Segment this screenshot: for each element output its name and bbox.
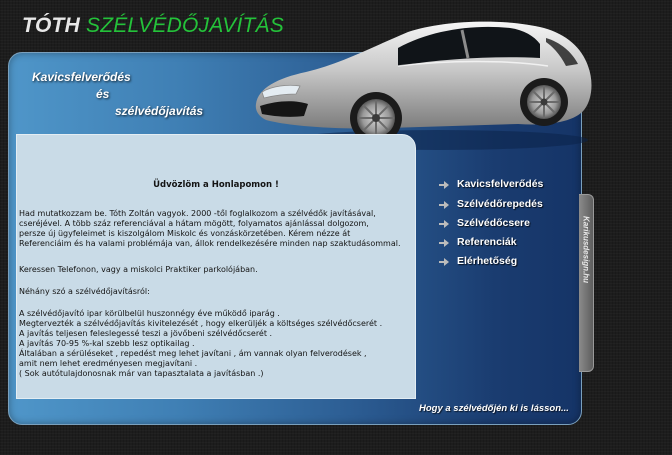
benefit-line: Általában a sérüléseket , repedést meg lehet javítani , ám vannak olyan felverodések , (19, 349, 367, 358)
designer-credit-label: Karikusdesign.hu (581, 215, 591, 284)
site-title (22, 14, 284, 38)
benefit-line: Megtervezték a szélvédőjavítás kivitelezését , hogy elkerüljék a költséges szélvédőcserét . (19, 319, 383, 328)
intro-line: cseréjével. A több száz referenciával a hátam mögött, folyamatos ajánlással dolgozom, (19, 219, 369, 228)
nav-item-label: Szélvédőcsere (457, 217, 530, 229)
arrow-right-icon (439, 220, 449, 228)
intro-line: persze új ügyfeleimet is kiszolgálom Miskolc és vonzáskörzetében. Kérem nézze át (19, 229, 351, 238)
nav-item-label: Referenciák (457, 236, 517, 248)
few-words-heading (19, 287, 409, 297)
greeting-heading: Üdvözlöm a Honlapomon ! (153, 180, 279, 190)
tagline (16, 66, 246, 126)
phone-paragraph (19, 265, 409, 275)
designer-side-tab[interactable] (579, 194, 594, 372)
arrow-right-icon (439, 181, 449, 189)
nav-item-label: Elérhetőség (457, 255, 518, 267)
benefit-line: A javítás teljesen feleslegessé teszi a jövőbeni szélvédőcserét . (19, 329, 273, 338)
tagline-line-2: és (96, 87, 110, 101)
nav-item-label: Szélvédőrepedés (457, 198, 543, 210)
benefit-line: A javítás 70-95 %-kal szebb lesz optikailag . (19, 339, 195, 348)
phone-line: Keressen Telefonon, vagy a miskolci Praktiker parkolójában. (19, 265, 258, 274)
footer-slogan-link[interactable]: Hogy a szélvédőjén ki is lásson... (419, 403, 569, 414)
arrow-right-icon (439, 201, 449, 209)
site-title-service: SZÉLVÉDŐJAVÍTÁS (86, 14, 284, 37)
tagline-line-3: szélvédőjavítás (115, 104, 204, 118)
intro-line: Had mutatkozzam be. Tóth Zoltán vagyok. 2000 -től foglalkozom a szélvédők javításával, (19, 209, 376, 218)
tagline-line-1: Kavicsfelverődés (32, 70, 131, 84)
few-words-line: Néhány szó a szélvédőjavításról: (19, 287, 150, 296)
arrow-right-icon (439, 258, 449, 266)
nav-item-label: Kavicsfelverődés (457, 178, 544, 190)
content-box (16, 134, 416, 399)
intro-paragraph (19, 209, 409, 249)
benefits-paragraph (19, 309, 409, 379)
site-title-name: TÓTH (22, 14, 80, 37)
benefit-line: amit nem lehet eredményesen megjavítani . (19, 359, 198, 368)
benefit-line: A szélvédőjavító ipar körülbelül huszonnégy éve működő iparág . (19, 309, 280, 318)
intro-line: Referenciáim és ha valami problémája van, állok rendelkezésére minden nap szaktudásommal. (19, 239, 401, 248)
arrow-right-icon (439, 239, 449, 247)
benefit-line: ( Sok autótulajdonosnak már van tapasztalata a javításban .) (19, 369, 264, 378)
